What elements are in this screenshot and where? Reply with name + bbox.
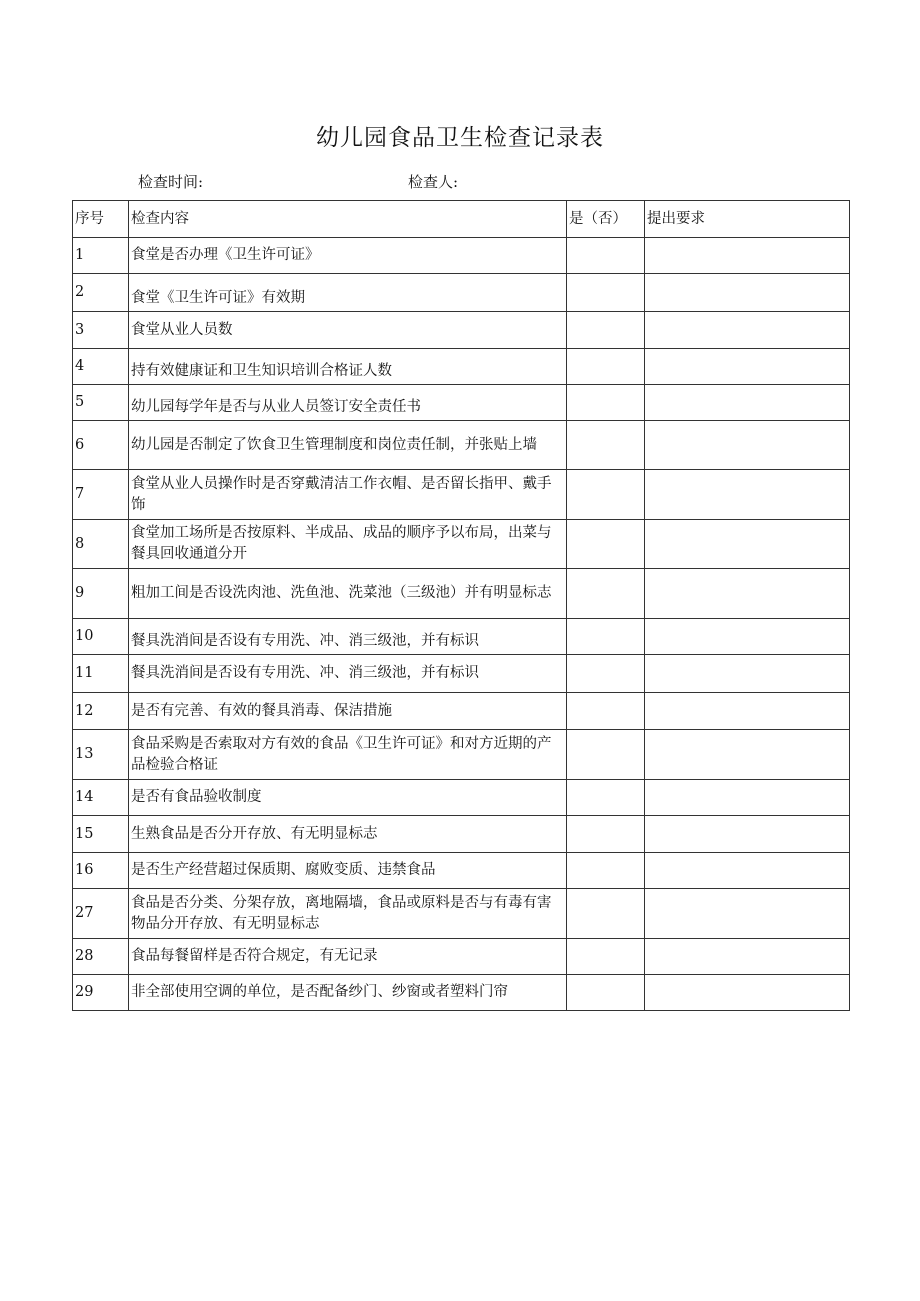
row-requirement[interactable] xyxy=(645,816,850,853)
row-answer[interactable] xyxy=(567,816,645,853)
row-item: 幼儿园是否制定了饮食卫生管理制度和岗位责任制，并张贴上墙 xyxy=(129,421,567,470)
row-requirement[interactable] xyxy=(645,349,850,385)
row-number: 13 xyxy=(73,730,129,780)
row-number: 2 xyxy=(73,274,129,312)
header-yes-no: 是（否） xyxy=(567,201,645,238)
row-number: 5 xyxy=(73,385,129,421)
row-answer[interactable] xyxy=(567,520,645,569)
row-answer[interactable] xyxy=(567,975,645,1011)
row-number: 14 xyxy=(73,780,129,816)
row-number: 10 xyxy=(73,619,129,655)
row-answer[interactable] xyxy=(567,421,645,470)
row-item: 是否生产经营超过保质期、腐败变质、违禁食品 xyxy=(129,853,567,889)
inspection-date-label: 检查时间: xyxy=(138,173,204,191)
form-title: 幼儿园食品卫生检查记录表 xyxy=(316,125,604,151)
row-requirement[interactable] xyxy=(645,274,850,312)
table-row xyxy=(73,569,850,619)
row-number: 11 xyxy=(73,655,129,693)
table-row xyxy=(73,238,850,274)
row-requirement[interactable] xyxy=(645,889,850,939)
row-number: 29 xyxy=(73,975,129,1011)
row-requirement[interactable] xyxy=(645,520,850,569)
row-answer[interactable] xyxy=(567,312,645,349)
table-row xyxy=(73,385,850,421)
row-requirement[interactable] xyxy=(645,385,850,421)
row-item: 食品是否分类、分架存放，离地隔墙，食品或原料是否与有毒有害物品分开存放、有无明显标志 xyxy=(129,889,567,939)
table-row xyxy=(73,312,850,349)
row-requirement[interactable] xyxy=(645,421,850,470)
table-row xyxy=(73,470,850,520)
table-header-row xyxy=(73,201,850,238)
table-row xyxy=(73,939,850,975)
row-item: 生熟食品是否分开存放、有无明显标志 xyxy=(129,816,567,853)
table-row xyxy=(73,975,850,1011)
table-row xyxy=(73,655,850,693)
row-item: 食堂《卫生许可证》有效期 xyxy=(129,274,567,312)
row-answer[interactable] xyxy=(567,853,645,889)
row-item: 非全部使用空调的单位，是否配备纱门、纱窗或者塑料门帘 xyxy=(129,975,567,1011)
row-item: 持有效健康证和卫生知识培训合格证人数 xyxy=(129,349,567,385)
table-row xyxy=(73,889,850,939)
row-item: 食品采购是否索取对方有效的食品《卫生许可证》和对方近期的产品检验合格证 xyxy=(129,730,567,780)
row-answer[interactable] xyxy=(567,569,645,619)
row-number: 8 xyxy=(73,520,129,569)
row-number: 9 xyxy=(73,569,129,619)
row-answer[interactable] xyxy=(567,385,645,421)
row-requirement[interactable] xyxy=(645,730,850,780)
row-number: 7 xyxy=(73,470,129,520)
row-number: 27 xyxy=(73,889,129,939)
row-requirement[interactable] xyxy=(645,619,850,655)
table-row xyxy=(73,349,850,385)
header-no: 序号 xyxy=(73,201,129,238)
row-requirement[interactable] xyxy=(645,238,850,274)
row-number: 4 xyxy=(73,349,129,385)
row-answer[interactable] xyxy=(567,693,645,730)
row-requirement[interactable] xyxy=(645,693,850,730)
row-item: 是否有完善、有效的餐具消毒、保洁措施 xyxy=(129,693,567,730)
row-answer[interactable] xyxy=(567,470,645,520)
table-row xyxy=(73,853,850,889)
row-item: 幼儿园每学年是否与从业人员签订安全责任书 xyxy=(129,385,567,421)
row-item: 餐具洗消间是否设有专用洗、冲、消三级池，并有标识 xyxy=(129,655,567,693)
row-item: 食堂从业人员操作时是否穿戴清洁工作衣帽、是否留长指甲、戴手饰 xyxy=(129,470,567,520)
row-answer[interactable] xyxy=(567,655,645,693)
row-item: 食品每餐留样是否符合规定，有无记录 xyxy=(129,939,567,975)
table-row xyxy=(73,816,850,853)
row-item: 食堂加工场所是否按原料、半成品、成品的顺序予以布局，出菜与餐具回收通道分开 xyxy=(129,520,567,569)
row-requirement[interactable] xyxy=(645,470,850,520)
row-answer[interactable] xyxy=(567,619,645,655)
row-requirement[interactable] xyxy=(645,312,850,349)
table-row xyxy=(73,730,850,780)
row-answer[interactable] xyxy=(567,349,645,385)
row-answer[interactable] xyxy=(567,274,645,312)
row-requirement[interactable] xyxy=(645,569,850,619)
row-number: 12 xyxy=(73,693,129,730)
row-number: 16 xyxy=(73,853,129,889)
row-item: 餐具洗消间是否设有专用洗、冲、消三级池，并有标识 xyxy=(129,619,567,655)
table-row xyxy=(73,421,850,470)
row-answer[interactable] xyxy=(567,238,645,274)
row-answer[interactable] xyxy=(567,780,645,816)
row-number: 3 xyxy=(73,312,129,349)
row-item: 食堂从业人员数 xyxy=(129,312,567,349)
inspection-table xyxy=(72,200,850,1011)
row-answer[interactable] xyxy=(567,939,645,975)
row-number: 15 xyxy=(73,816,129,853)
row-requirement[interactable] xyxy=(645,780,850,816)
table-row xyxy=(73,274,850,312)
row-item: 粗加工间是否设洗肉池、洗鱼池、洗菜池（三级池）并有明显标志 xyxy=(129,569,567,619)
row-answer[interactable] xyxy=(567,730,645,780)
row-requirement[interactable] xyxy=(645,939,850,975)
row-answer[interactable] xyxy=(567,889,645,939)
table-row xyxy=(73,619,850,655)
row-number: 6 xyxy=(73,421,129,470)
table-row xyxy=(73,780,850,816)
row-requirement[interactable] xyxy=(645,853,850,889)
table-row xyxy=(73,693,850,730)
row-number: 1 xyxy=(73,238,129,274)
table-row xyxy=(73,520,850,569)
row-number: 28 xyxy=(73,939,129,975)
row-item: 是否有食品验收制度 xyxy=(129,780,567,816)
row-requirement[interactable] xyxy=(645,975,850,1011)
header-item: 检查内容 xyxy=(129,201,567,238)
header-requirement: 提出要求 xyxy=(645,201,850,238)
inspector-label: 检查人: xyxy=(408,173,459,191)
row-item: 食堂是否办理《卫生许可证》 xyxy=(129,238,567,274)
row-requirement[interactable] xyxy=(645,655,850,693)
